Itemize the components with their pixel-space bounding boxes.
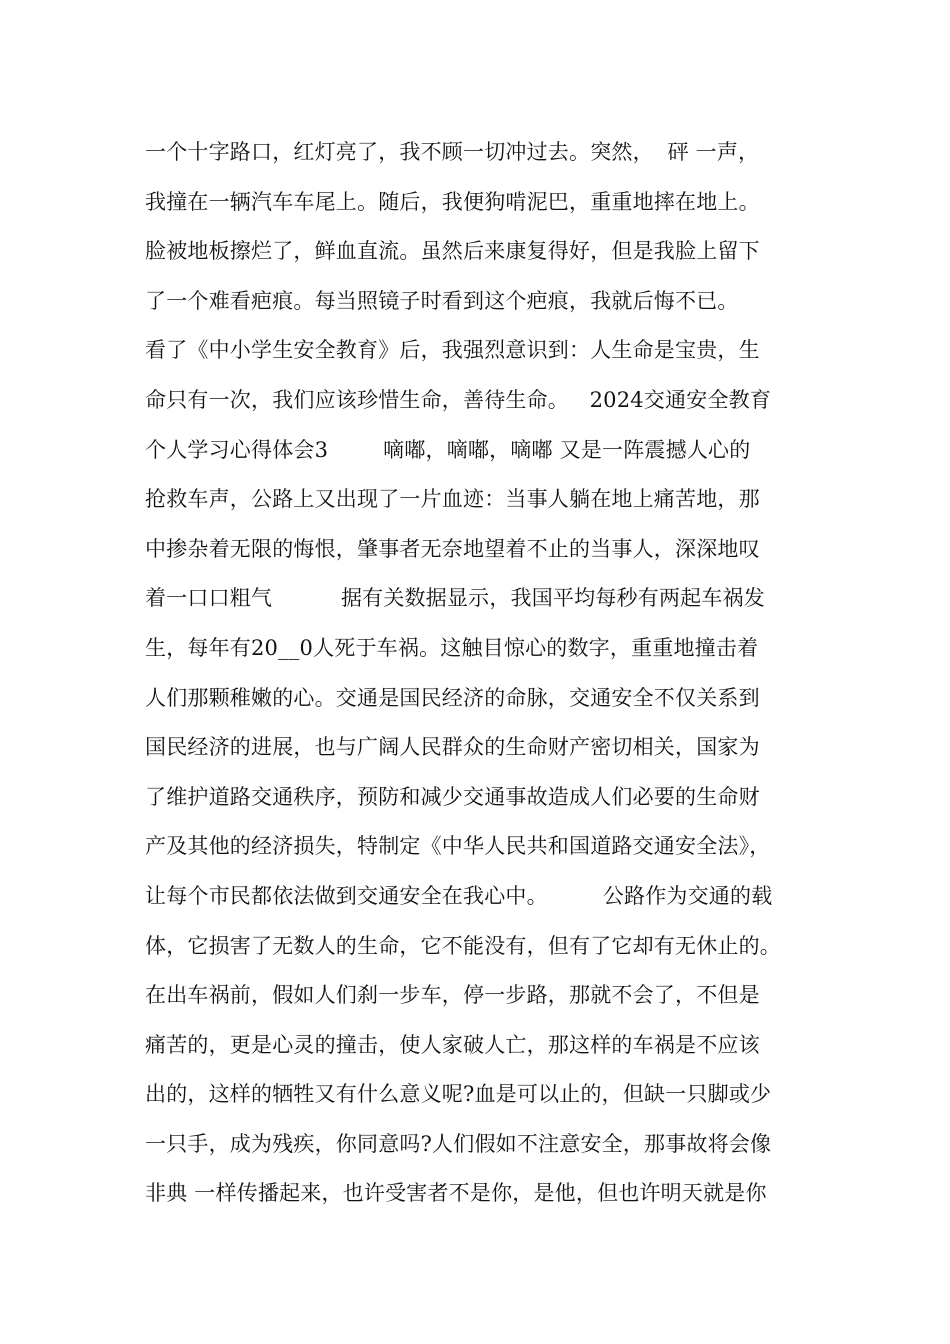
text-line: 体，它损害了无数人的生命，它不能没有，但有了它却有无休止的。 xyxy=(145,933,781,958)
text-line: 人们那颗稚嫩的心。交通是国民经济的命脉，交通安全不仅关系到 xyxy=(145,685,760,710)
text-line: 看了《中小学生安全教育》后，我强烈意识到：人生命是宝贵，生 xyxy=(145,338,760,363)
text-line: 我撞在一辆汽车车尾上。随后，我便狗啃泥巴，重重地摔在地上。 xyxy=(145,189,760,214)
text-line: 命只有一次，我们应该珍惜生命，善待生命。 2024交通安全教育 xyxy=(145,387,772,412)
text-line: 中掺杂着无限的悔恨，肇事者无奈地望着不止的当事人，深深地叹 xyxy=(145,536,760,561)
text-line: 产及其他的经济损失，特制定《中华人民共和国道路交通安全法》， xyxy=(145,834,771,859)
text-line: 脸被地板擦烂了，鲜血直流。虽然后来康复得好，但是我脸上留下 xyxy=(145,239,760,264)
text-line: 生，每年有20__0人死于车祸。这触目惊心的数字，重重地撞击着 xyxy=(145,635,759,660)
text-line: 让每个市民都依法做到交通安全在我心中。 公路作为交通的载 xyxy=(145,883,773,908)
text-line: 国民经济的进展，也与广阔人民群众的生命财产密切相关，国家为 xyxy=(145,735,760,760)
text-line: 痛苦的，更是心灵的撞击，使人家破人亡，那这样的车祸是不应该 xyxy=(145,1032,760,1057)
text-line: 个人学习心得体会3 嘀嘟，嘀嘟，嘀嘟 又是一阵震撼人心的 xyxy=(145,437,751,462)
text-line: 了一个难看疤痕。每当照镜子时看到这个疤痕，我就后悔不已。 xyxy=(145,288,739,313)
text-line: 了维护道路交通秩序，预防和减少交通事故造成人们必要的生命财 xyxy=(145,784,760,809)
text-line: 出的，这样的牺牲又有什么意义呢?血是可以止的，但缺一只脚或少 xyxy=(145,1082,772,1107)
text-line: 抢救车声，公路上又出现了一片血迹：当事人躺在地上痛苦地，那 xyxy=(145,487,760,512)
body-text xyxy=(145,132,835,1223)
text-line: 一只手，成为残疾，你同意吗?人们假如不注意安全，那事故将会像 xyxy=(145,1131,772,1156)
text-line: 非典 一样传播起来，也许受害者不是你，是他，但也许明天就是你 xyxy=(145,1181,767,1206)
text-line: 在出车祸前，假如人们刹一步车，停一步路，那就不会了，不但是 xyxy=(145,983,760,1008)
text-line: 着一口口粗气 据有关数据显示，我国平均每秒有两起车祸发 xyxy=(145,586,765,611)
text-line: 一个十字路口，红灯亮了，我不顾一切冲过去。突然， 砰 一声， xyxy=(145,140,760,164)
